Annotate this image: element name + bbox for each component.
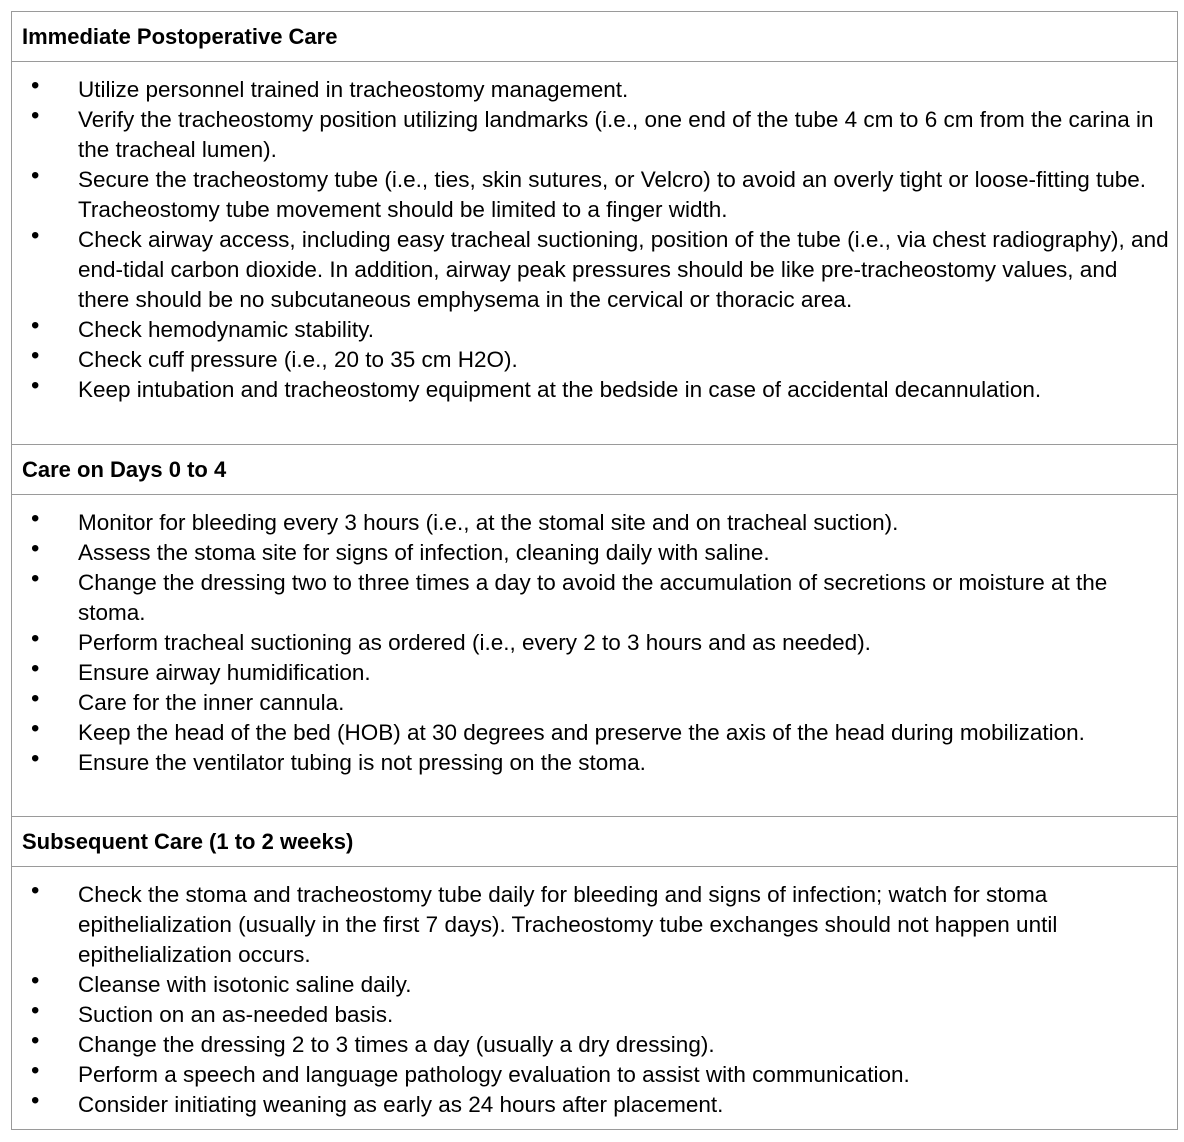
list-item: • Keep intubation and tracheostomy equipment at the bedside in case of accidental decannulation. [12,375,1177,405]
list-item: • Verify the tracheostomy position utilizing landmarks (i.e., one end of the tube 4 cm to 6 cm from the carina in the tracheal lumen). [12,105,1177,165]
list-item: • Check the stoma and tracheostomy tube daily for bleeding and signs of infection; watch for stoma epithelialization (usually in the first 7 days). Tracheostomy tube exchanges should not happen until epithelialization occurs. [12,880,1177,970]
list-item: • Perform a speech and language pathology evaluation to assist with communication. [12,1060,1177,1090]
section-header-subsequent: Subsequent Care (1 to 2 weeks) [12,817,1177,867]
section-header-immediate: Immediate Postoperative Care [12,12,1177,62]
bullet-list [12,880,1177,1120]
section-header-days-0-4: Care on Days 0 to 4 [12,445,1177,495]
list-item: • Ensure airway humidification. [12,658,1177,688]
care-table [11,11,1178,1130]
bullet-list [12,75,1177,405]
list-item: • Consider initiating weaning as early as 24 hours after placement. [12,1090,1177,1120]
list-item: • Check hemodynamic stability. [12,315,1177,345]
list-item: • Keep the head of the bed (HOB) at 30 degrees and preserve the axis of the head during mobilization. [12,718,1177,748]
list-item: • Check cuff pressure (i.e., 20 to 35 cm H2O). [12,345,1177,375]
list-item: • Monitor for bleeding every 3 hours (i.e., at the stomal site and on tracheal suction). [12,508,1177,538]
bullet-list [12,508,1177,778]
section-body-days-0-4 [12,495,1177,817]
list-item: • Ensure the ventilator tubing is not pressing on the stoma. [12,748,1177,778]
list-item: • Change the dressing 2 to 3 times a day (usually a dry dressing). [12,1030,1177,1060]
list-item: • Check airway access, including easy tracheal suctioning, position of the tube (i.e., via chest radiography), and end-tidal carbon dioxide. In addition, airway peak pressures should be like pre-tracheostomy values, and there should be no subcutaneous emphysema in the cervical or thoracic area. [12,225,1177,315]
list-item: • Utilize personnel trained in tracheostomy management. [12,75,1177,105]
list-item: • Care for the inner cannula. [12,688,1177,718]
list-item: • Perform tracheal suctioning as ordered (i.e., every 2 to 3 hours and as needed). [12,628,1177,658]
list-item: • Secure the tracheostomy tube (i.e., ties, skin sutures, or Velcro) to avoid an overly tight or loose-fitting tube. Tracheostomy tube movement should be limited to a finger width. [12,165,1177,225]
list-item: • Change the dressing two to three times a day to avoid the accumulation of secretions or moisture at the stoma. [12,568,1177,628]
list-item: • Assess the stoma site for signs of infection, cleaning daily with saline. [12,538,1177,568]
section-body-immediate [12,62,1177,445]
section-body-subsequent [12,867,1177,1129]
list-item: • Suction on an as-needed basis. [12,1000,1177,1030]
list-item: • Cleanse with isotonic saline daily. [12,970,1177,1000]
